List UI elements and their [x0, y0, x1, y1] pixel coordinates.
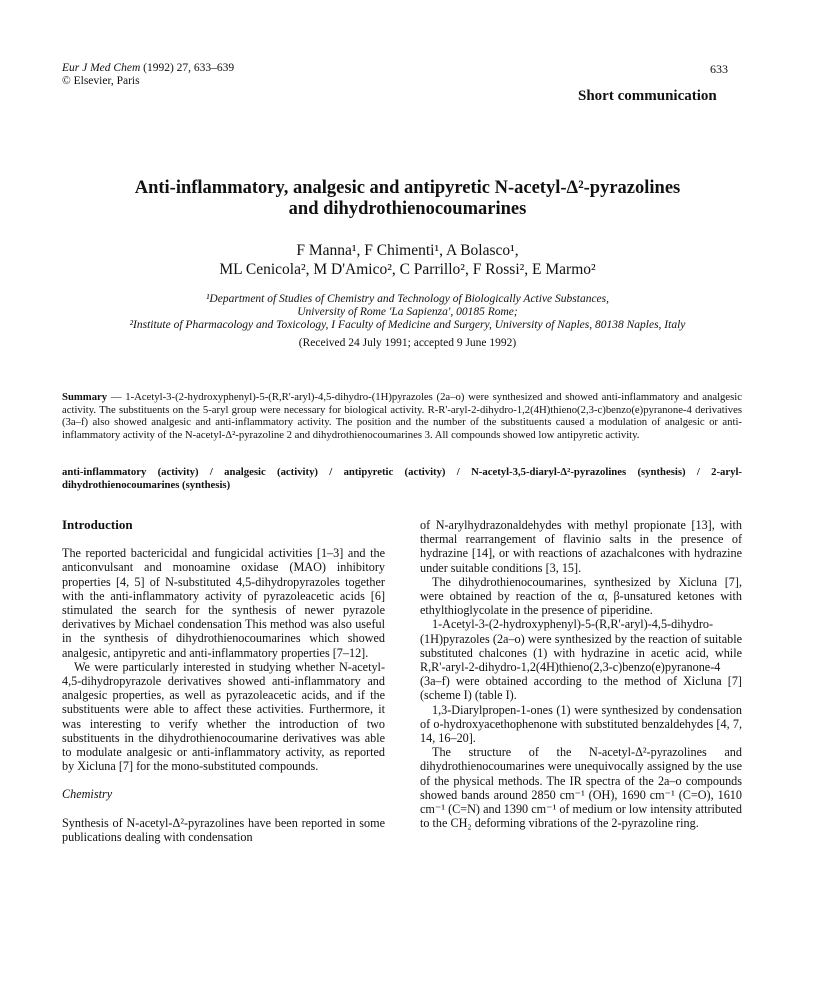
journal-name: Eur J Med Chem — [62, 62, 141, 74]
affiliation-2: ²Institute of Pharmacology and Toxicology, I Faculty of Medicine and Surgery, University of Naples, 80138 Naples, Italy — [129, 319, 686, 331]
introduction-heading: Introduction — [62, 517, 133, 532]
column-right — [420, 518, 742, 830]
affiliation-1-cont: University of Rome 'La Sapienza', 00185 Rome; — [297, 306, 518, 318]
journal-citation — [62, 62, 234, 88]
chemistry-heading: Chemistry — [62, 787, 113, 802]
chemistry-paragraph-2: The dihydrothienocoumarines, synthesized by Xicluna [7], were obtained by reaction of the α, β-unsatured ketones with ethylthioglycolate in the presence of piperidine. — [420, 574, 742, 618]
chemistry-paragraph-1-cont: of N-arylhydrazonaldehydes with methyl propionate [13], with thermal rearrangement of flavinio salts in the presence of hydrazine [14], or with reactions of azachalcones with hydrazine under suitable conditions [3, 15]. — [420, 518, 742, 575]
publisher: © Elsevier, Paris — [62, 75, 140, 87]
affiliation-1: ¹Department of Studies of Chemistry and Technology of Biologically Active Substances, — [205, 293, 610, 305]
received-dates: (Received 24 July 1991; accepted 9 June 1992) — [298, 337, 517, 349]
journal-volume: (1992) 27, 633–639 — [140, 62, 235, 74]
column-left — [62, 518, 385, 844]
author-list — [60, 241, 755, 279]
chemistry-paragraph-3: 1-Acetyl-3-(2-hydroxyphenyl)-5-(R,R'-aryl)-4,5-dihydro-(1H)pyrazoles (2a–o) were synthesized by the reaction of suitable substituted chalcones (1) with hydrazine in acetic acid, while R,R'-aryl-2-dihydro-1,2(4H)thieno(2,3-c)benzo(e)pyranone-4 (3a–f) were obtained according to the method of Xicluna [7] (scheme I) (table I). — [420, 617, 742, 703]
keywords: anti-inflammatory (activity) / analgesic (activity) / antipyretic (activity) / N-acetyl-3,5-diaryl-Δ²-pyrazolines (synthesis) / 2-aryl-dihydrothienocoumarines (synthesis) — [62, 466, 742, 491]
intro-paragraph-1: The reported bactericidal and fungicidal activities [1–3] and the anticonvulsant and monoamine oxidase (MAO) inhibitory properties [4, 5] of N-substituted 4,5-dihydropyrazoles together with the anti-inflammatory activity of pyrazoleacetic acids [6] stimulated the search for the synthesis of newer pyrazole derivatives by Michael condensation This method was also useful in the synthesis of dihydrothienocoumarines which showed analgesic, antipyretic and anti-inflammatory properties [7–12]. — [62, 546, 385, 660]
summary-label: Summary — [62, 391, 108, 403]
summary — [62, 391, 742, 441]
authors-line-2: ML Cenicola², M D'Amico², C Parrillo², F Rossi², E Marmo² — [219, 261, 596, 278]
chemistry-paragraph-1: Synthesis of N-acetyl-Δ²-pyrazolines have been reported in some publications dealing with condensation — [62, 815, 385, 844]
title-line-1: Anti-inflammatory, analgesic and antipyretic N-acetyl-Δ²-pyrazolines — [134, 178, 681, 198]
chemistry-paragraph-4: 1,3-Diarylpropen-1-ones (1) were synthesized by condensation of o-hydroxyacethophenone with substituted benzaldehydes [4, 7, 14, 16–20]. — [420, 702, 742, 746]
affiliations — [60, 293, 755, 332]
page-number: 633 — [710, 62, 728, 76]
summary-text: — 1-Acetyl-3-(2-hydroxyphenyl)-5-(R,R'-aryl)-4,5-dihydro-(1H)pyrazoles (2a–o) were synthesized and showed anti-inflammatory and analgesic activity. The substituents on the 5-aryl group were necessary for biological activity. R-R'-aryl-2-dihydro-1,2(4H)thieno(2,3-c)benzo(e)pyranone-4 derivatives (3a–f) also showed analgesic and anti-inflammatory activity. The position and the number of the substituents caused a modulation of analgesic or anti-inflammatory activity of the N-acetyl-Δ²-pyrazoline 2 and dihydrothienocoumarines 3. All compounds showed low antipyretic activity. — [62, 391, 742, 441]
title-line-2: and dihydrothienocoumarines — [288, 199, 527, 219]
article-title — [60, 178, 755, 220]
section-label: Short communication — [578, 88, 717, 104]
chemistry-paragraph-5: The structure of the N-acetyl-Δ²-pyrazolines and dihydrothienocoumarines were unequivocally assigned by the use of the physical methods. The IR spectra of the 2a–o compounds showed bands around 2850 cm⁻¹ (OH), 1690 cm⁻¹ (C=O), 1610 cm⁻¹ (C=N) and 1390 cm⁻¹ of medium or low intensity attributed to the CH₂ deforming vibrations of the 2-pyrazoline ring. — [420, 745, 742, 831]
intro-paragraph-2: We were particularly interested in studying whether N-acetyl-4,5-dihydropyrazole derivatives showed anti-inflammatory and analgesic properties, as well as pyrazoleacetic acids, and if the substituents were able to affect these activities. Furthermore, it was interesting to verify whether the introduction of two substituents in the dihydrothienocoumarine derivatives was able to modulate analgesic or anti-inflammatory activity, as reported by Xicluna [7] for the mono-substituted compounds. — [62, 659, 385, 774]
authors-line-1: F Manna¹, F Chimenti¹, A Bolasco¹, — [296, 242, 519, 259]
